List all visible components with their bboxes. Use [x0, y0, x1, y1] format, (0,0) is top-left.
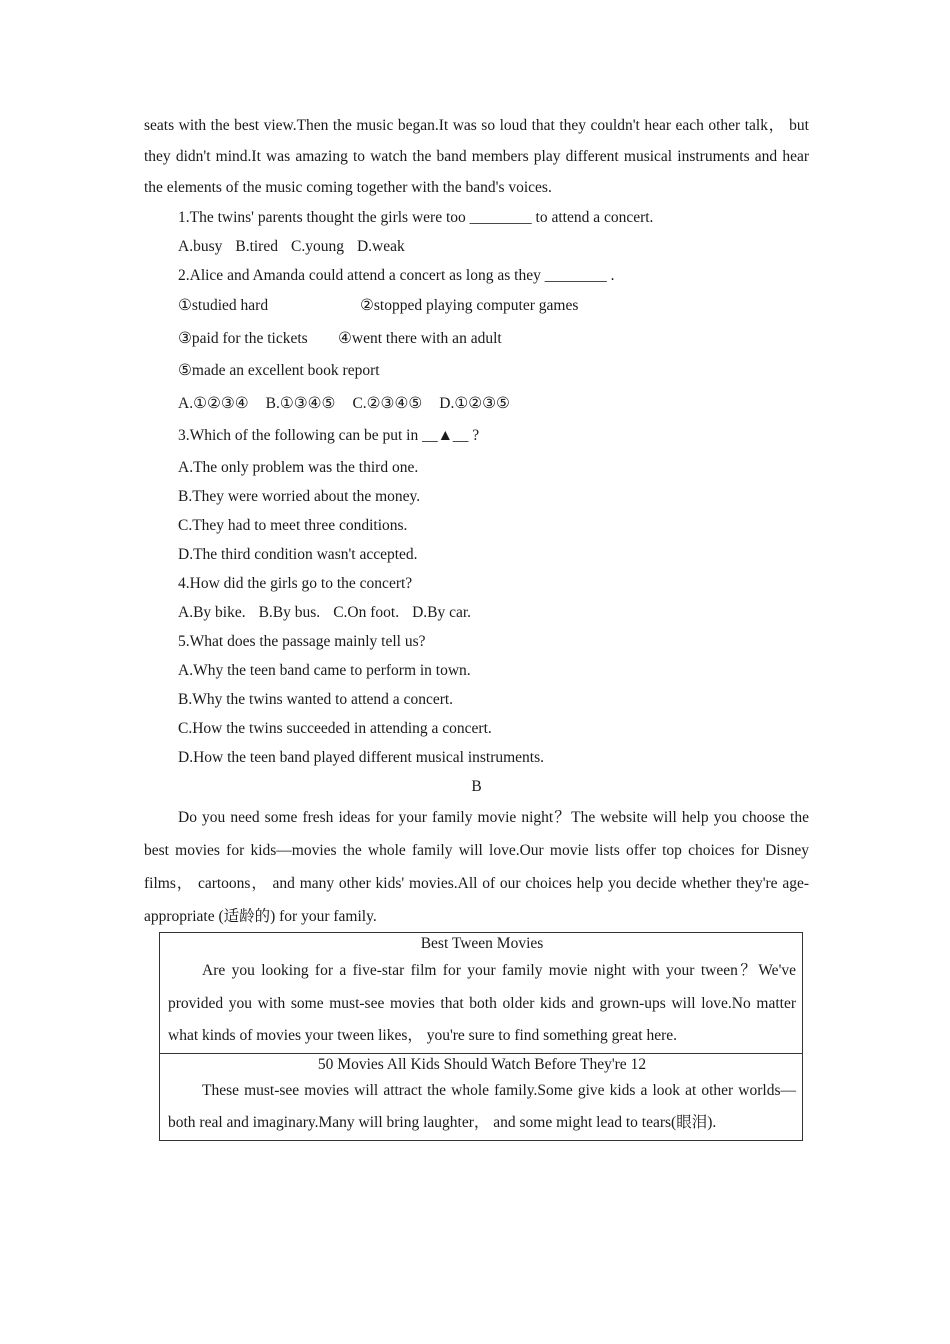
passage-a-ending: seats with the best view.Then the music began.It was so loud that they couldn't hear each other talk， but they didn't mind.It was amazing to watch the band members play different musical instruments and hear the elements of the music coming together with the band's voices. [144, 117, 809, 196]
q3-option-a: A.The only problem was the third one. [178, 458, 419, 476]
section-b-intro: Do you need some fresh ideas for your family movie night？The website will help you choose the best movies for kids—movies the whole family will love.Our movie lists offer top choices for Disney films， cartoons， and many other kids' movies.All of our choices help you decide whether they're age-appropriate (适龄的) for your family. [144, 808, 809, 925]
q1-option-d: D.weak [356, 238, 405, 255]
document-page [144, 110, 809, 933]
q2-condition-5: ⑤made an excellent book report [178, 362, 380, 379]
question-4 [144, 569, 809, 627]
q5-option-d: D.How the teen band played different musical instruments. [178, 748, 545, 766]
q4-option-d: D.By car. [412, 603, 472, 621]
q4-option-a: A.By bike. [178, 603, 246, 621]
q2-conditions-row-1 [178, 290, 809, 323]
q2-condition-1: ①studied hard [178, 297, 269, 314]
movie-table-row-1 [160, 933, 802, 1053]
movie-table-row-2 [160, 1053, 802, 1140]
q3-option-b: B.They were worried about the money. [178, 487, 421, 505]
question-2-options [178, 388, 809, 421]
movie-list-text-2: These must-see movies will attract the whole family.Some give kids a look at other worlds—both real and imaginary.Many will bring laughter， and some might lead to tears(眼泪). [168, 1081, 796, 1131]
q2-option-a: A.①②③④ [178, 394, 249, 412]
q2-option-c: C.②③④⑤ [352, 394, 423, 412]
q2-option-b: B.①③④⑤ [265, 394, 336, 412]
movie-table [159, 932, 803, 1141]
movie-list-title-2: 50 Movies All Kids Should Watch Before They're 12 [317, 1055, 647, 1073]
q2-condition-3: ③paid for the tickets [178, 329, 308, 347]
q2-conditions-row-2 [178, 323, 809, 356]
q3-option-c: C.They had to meet three conditions. [178, 516, 408, 534]
q2-condition-2: ②stopped playing computer games [360, 297, 579, 314]
question-4-stem: 4.How did the girls go to the concert? [178, 574, 413, 592]
q2-option-d: D.①②③⑤ [439, 394, 510, 412]
question-4-options [178, 598, 809, 627]
question-1-options [178, 232, 809, 261]
q1-option-b: B.tired [235, 238, 278, 255]
question-5-stem: 5.What does the passage mainly tell us? [178, 632, 426, 650]
q5-option-c: C.How the twins succeeded in attending a concert. [178, 719, 492, 737]
question-1-stem: 1.The twins' parents thought the girls were too ________ to attend a concert. [178, 209, 654, 226]
movie-list-text-1: Are you looking for a five-star film for your family movie night with your tween？We've provided you with some must-see movies that both older kids and grown-ups will love.No matter what kinds of movies your tween likes， you're sure to find something great here. [168, 962, 796, 1044]
question-3-stem: 3.Which of the following can be put in __▲__ ? [178, 427, 480, 444]
q3-option-d: D.The third condition wasn't accepted. [178, 545, 418, 563]
q5-option-a: A.Why the teen band came to perform in town. [178, 661, 471, 679]
section-b-heading: B [471, 777, 482, 795]
question-1 [144, 203, 809, 261]
q1-option-a: A.busy [178, 238, 223, 255]
q4-option-c: C.On foot. [333, 603, 400, 621]
q2-condition-4: ④went there with an adult [338, 329, 502, 347]
q5-option-b: B.Why the twins wanted to attend a concert. [178, 690, 454, 708]
q4-option-b: B.By bus. [258, 603, 321, 621]
question-3 [144, 420, 809, 569]
q1-option-c: C.young [290, 238, 344, 255]
q2-conditions-row-3 [178, 355, 809, 388]
movie-list-title-1: Best Tween Movies [420, 935, 544, 952]
question-2-stem: 2.Alice and Amanda could attend a concert as long as they ________ . [178, 267, 615, 284]
question-5 [144, 627, 809, 772]
question-2 [144, 261, 809, 420]
